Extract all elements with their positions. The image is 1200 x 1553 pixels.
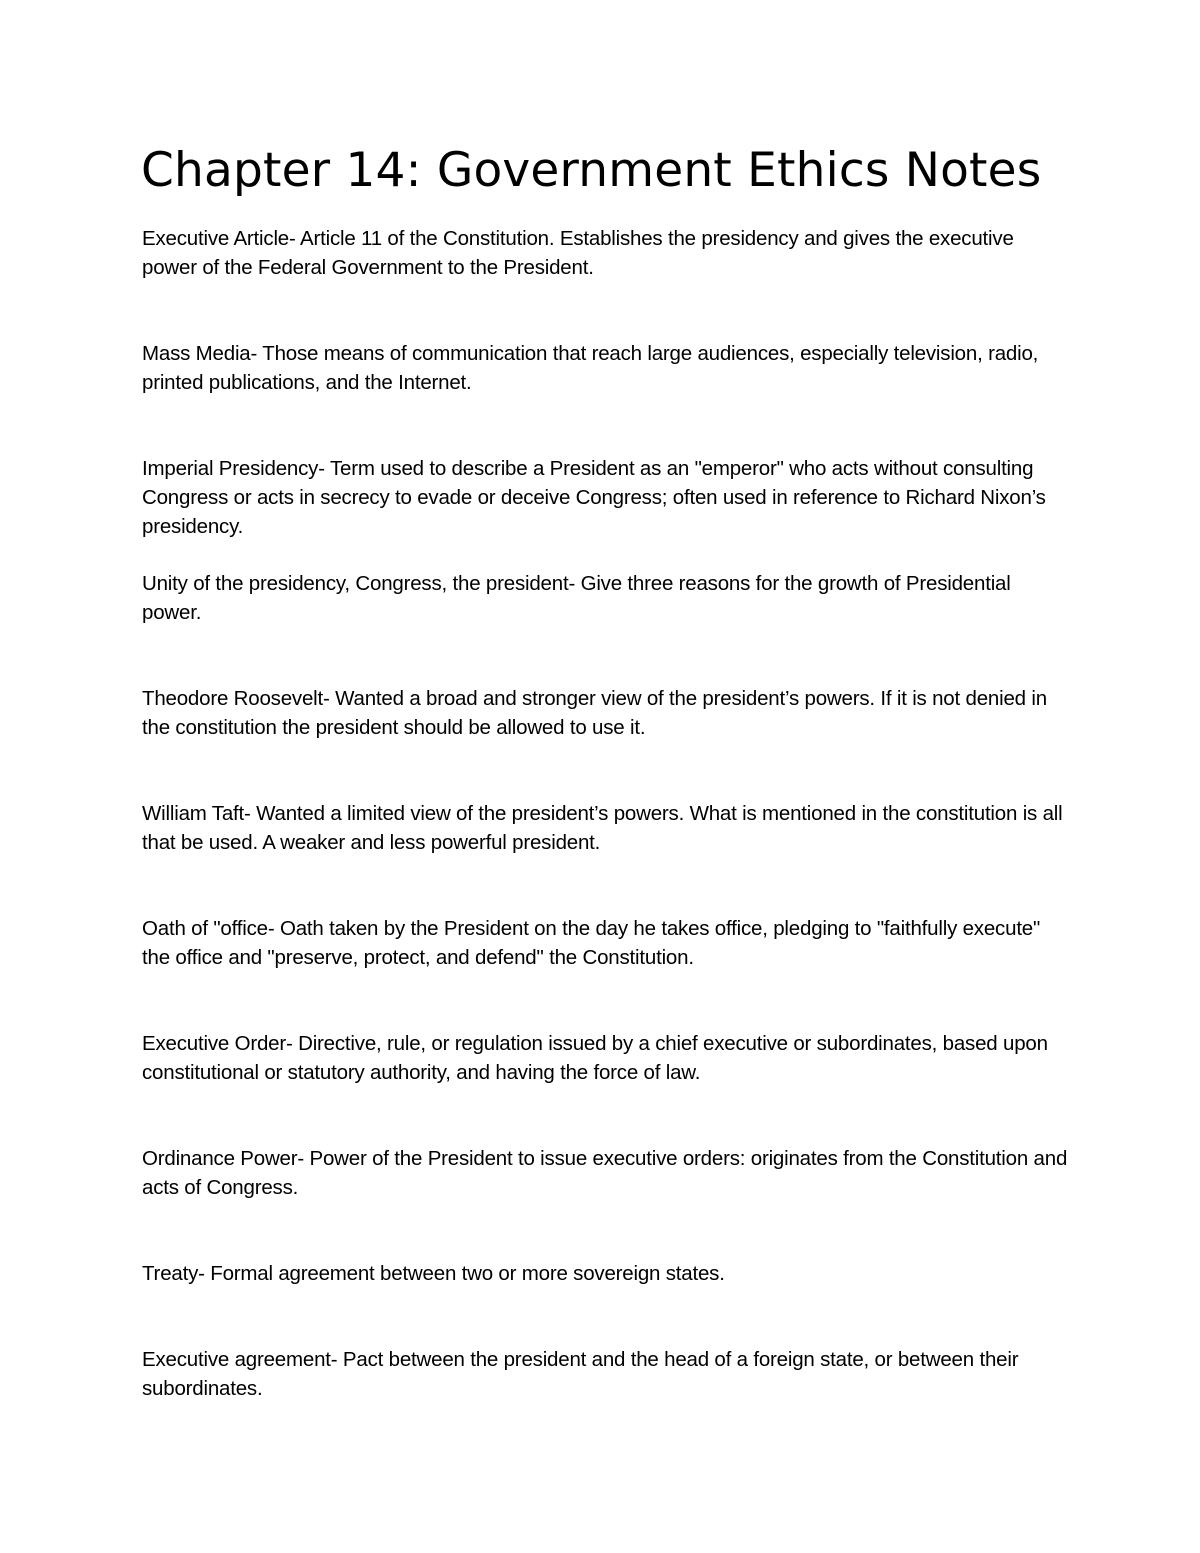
note-executive-agreement: Executive agreement- Pact between the president and the head of a foreign state, or between their subordinates. [142,1348,1019,1400]
note-william-taft: William Taft- Wanted a limited view of the president’s powers. What is mentioned in the constitution is all that be used. A weaker and less powerful president. [142,802,1063,854]
note-theodore-roosevelt: Theodore Roosevelt- Wanted a broad and stronger view of the president’s powers. If it is not denied in the constitution the president should be allowed to use it. [142,687,1047,739]
note-growth-of-power: Unity of the presidency, Congress, the president- Give three reasons for the growth of Presidential power. [142,572,1011,624]
note-oath-of-office: Oath of "office- Oath taken by the President on the day he takes office, pledging to "faithfully execute" the office and "preserve, protect, and defend" the Constitution. [142,917,1041,969]
note-executive-order: Executive Order- Directive, rule, or regulation issued by a chief executive or subordinates, based upon constitutional or statutory authority, and having the force of law. [142,1032,1048,1084]
page-title: Chapter 14: Government Ethics Notes [141,143,1042,198]
note-executive-article: Executive Article- Article 11 of the Constitution. Establishes the presidency and gives the executive power of the Federal Government to the President. [142,227,1014,279]
note-imperial-presidency: Imperial Presidency- Term used to describe a President as an "emperor" who acts without consulting Congress or acts in secrecy to evade or deceive Congress; often used in reference to Richard Nixon’s presidency. [142,457,1046,538]
note-mass-media: Mass Media- Those means of communication that reach large audiences, especially television, radio, printed publications, and the Internet. [142,342,1039,394]
note-treaty: Treaty- Formal agreement between two or more sovereign states. [142,1262,725,1285]
note-ordinance-power: Ordinance Power- Power of the President to issue executive orders: originates from the Constitution and acts of Congress. [142,1147,1068,1199]
